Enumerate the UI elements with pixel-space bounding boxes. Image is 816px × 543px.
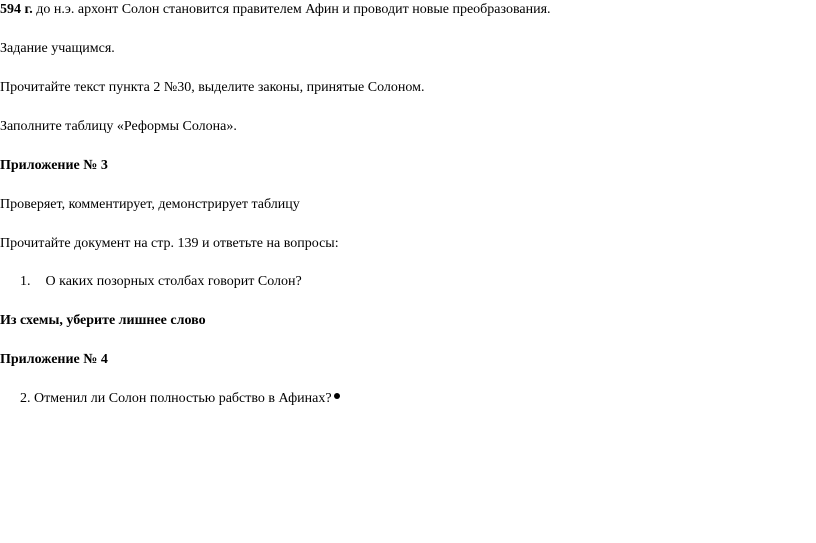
task-heading: Задание учащимся. [0,41,115,56]
question-1 [20,274,302,290]
question-2 [20,391,340,407]
appendix-3-heading: Приложение № 3 [0,158,108,173]
appendix-4-heading: Приложение № 4 [0,352,108,367]
year-label: 594 г. [0,2,33,17]
read-instruction: Прочитайте текст пункта 2 №30, выделите законы, принятые Солоном. [0,80,425,95]
question-1-number: 1. [20,274,31,289]
bullet-dot-icon [334,393,340,399]
fill-table-instruction: Заполните таблицу «Реформы Солона». [0,119,237,134]
intro-line [0,2,551,18]
remove-word-instruction: Из схемы, уберите лишнее слово [0,313,206,328]
intro-text: до н.э. архонт Солон становится правителем Афин и проводит новые преобразования. [32,2,551,17]
teacher-checks-text: Проверяет, комментирует, демонстрирует таблицу [0,197,300,212]
question-1-text: О каких позорных столбах говорит Солон? [45,274,302,289]
read-document-instruction: Прочитайте документ на стр. 139 и ответьте на вопросы: [0,236,339,251]
question-2-text: 2. Отменил ли Солон полностью рабство в Афинах? [20,391,332,406]
